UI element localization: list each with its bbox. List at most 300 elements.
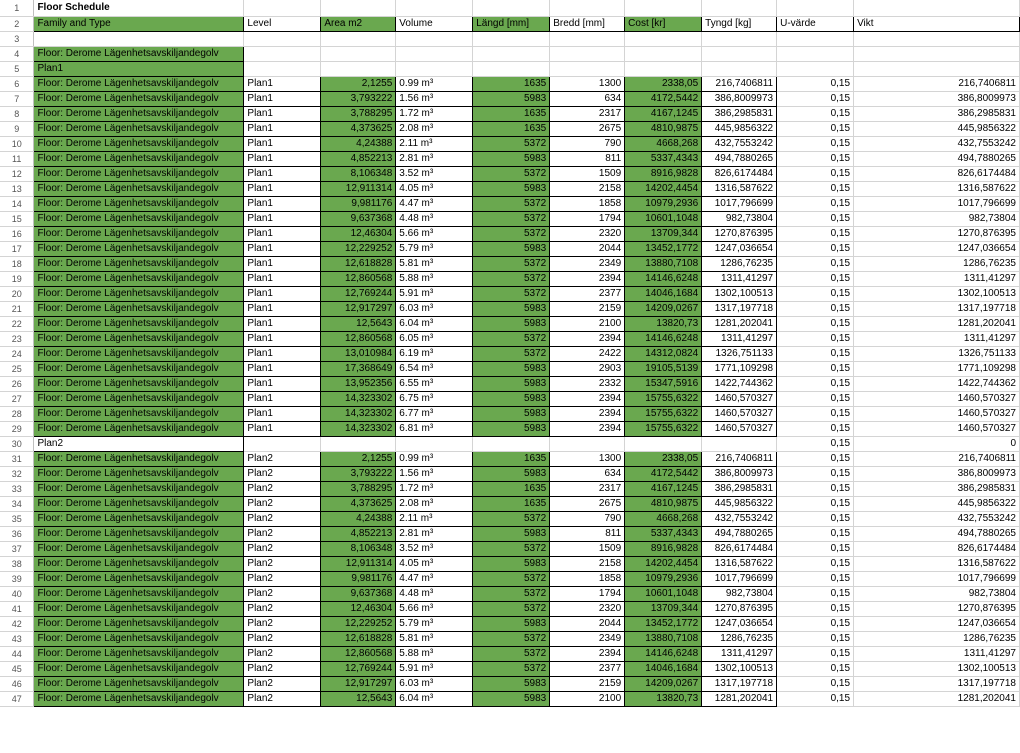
length-cell[interactable]: 5372 <box>473 511 550 526</box>
u-value-cell[interactable]: 0,15 <box>777 151 854 166</box>
cost-cell[interactable]: 19105,5139 <box>625 361 702 376</box>
vikt-cell[interactable]: 1311,41297 <box>854 646 1020 661</box>
level-cell[interactable]: Plan2 <box>244 571 321 586</box>
u-value-cell[interactable]: 0,15 <box>777 616 854 631</box>
family-type-cell[interactable]: Floor: Derome Lägenhetsavskiljandegolv <box>34 541 244 556</box>
vikt-cell[interactable]: 432,7553242 <box>854 136 1020 151</box>
volume-cell[interactable]: 6.81 m³ <box>396 421 473 436</box>
width-cell[interactable]: 1794 <box>550 586 625 601</box>
column-header[interactable]: Cost [kr] <box>625 16 702 31</box>
family-type-cell[interactable]: Floor: Derome Lägenhetsavskiljandegolv <box>34 196 244 211</box>
area-cell[interactable]: 8,106348 <box>321 166 396 181</box>
family-type-cell[interactable]: Floor: Derome Lägenhetsavskiljandegolv <box>34 361 244 376</box>
area-cell[interactable]: 9,637368 <box>321 586 396 601</box>
u-value-cell[interactable]: 0,15 <box>777 481 854 496</box>
weight-cell[interactable]: 1302,100513 <box>702 286 777 301</box>
area-cell[interactable]: 12,5643 <box>321 316 396 331</box>
cell[interactable] <box>625 31 702 46</box>
vikt-cell[interactable]: 1460,570327 <box>854 421 1020 436</box>
level-cell[interactable]: Plan1 <box>244 166 321 181</box>
cell[interactable] <box>702 0 777 16</box>
vikt-cell[interactable]: 982,73804 <box>854 211 1020 226</box>
vikt-cell[interactable]: 1460,570327 <box>854 406 1020 421</box>
volume-cell[interactable]: 6.05 m³ <box>396 331 473 346</box>
length-cell[interactable]: 5372 <box>473 601 550 616</box>
column-header[interactable]: U-värde <box>777 16 854 31</box>
vikt-cell[interactable]: 216,7406811 <box>854 76 1020 91</box>
area-cell[interactable]: 13,952356 <box>321 376 396 391</box>
cell[interactable] <box>702 46 777 61</box>
cost-cell[interactable]: 13452,1772 <box>625 241 702 256</box>
cell[interactable] <box>396 0 473 16</box>
weight-cell[interactable]: 1311,41297 <box>702 646 777 661</box>
u-value-cell[interactable]: 0,15 <box>777 556 854 571</box>
cell[interactable] <box>321 0 396 16</box>
width-cell[interactable]: 2377 <box>550 661 625 676</box>
volume-cell[interactable]: 5.79 m³ <box>396 616 473 631</box>
weight-cell[interactable]: 982,73804 <box>702 211 777 226</box>
cost-cell[interactable]: 10601,1048 <box>625 211 702 226</box>
volume-cell[interactable]: 3.52 m³ <box>396 541 473 556</box>
cost-cell[interactable]: 2338,05 <box>625 451 702 466</box>
vikt-cell[interactable]: 1326,751133 <box>854 346 1020 361</box>
u-value-cell[interactable]: 0,15 <box>777 136 854 151</box>
family-type-cell[interactable]: Floor: Derome Lägenhetsavskiljandegolv <box>34 676 244 691</box>
volume-cell[interactable]: 4.05 m³ <box>396 181 473 196</box>
volume-cell[interactable]: 1.56 m³ <box>396 466 473 481</box>
level-cell[interactable]: Plan2 <box>244 511 321 526</box>
level-cell[interactable]: Plan2 <box>244 601 321 616</box>
cell[interactable] <box>396 61 473 76</box>
level-cell[interactable]: Plan1 <box>244 196 321 211</box>
length-cell[interactable]: 5983 <box>473 361 550 376</box>
cell[interactable] <box>702 31 777 46</box>
vikt-cell[interactable]: 1270,876395 <box>854 226 1020 241</box>
cell[interactable] <box>625 61 702 76</box>
weight-cell[interactable]: 1270,876395 <box>702 226 777 241</box>
vikt-cell[interactable]: 1317,197718 <box>854 301 1020 316</box>
vikt-cell[interactable]: 1270,876395 <box>854 601 1020 616</box>
cell[interactable] <box>473 46 550 61</box>
volume-cell[interactable]: 6.04 m³ <box>396 316 473 331</box>
vikt-cell[interactable]: 386,8009973 <box>854 91 1020 106</box>
u-value-cell[interactable]: 0,15 <box>777 226 854 241</box>
cost-cell[interactable]: 13709,344 <box>625 601 702 616</box>
area-cell[interactable]: 12,860568 <box>321 331 396 346</box>
width-cell[interactable]: 2349 <box>550 631 625 646</box>
family-type-cell[interactable]: Floor: Derome Lägenhetsavskiljandegolv <box>34 136 244 151</box>
area-cell[interactable]: 3,793222 <box>321 466 396 481</box>
vikt-cell[interactable]: 494,7880265 <box>854 526 1020 541</box>
vikt-cell[interactable]: 1311,41297 <box>854 331 1020 346</box>
length-cell[interactable]: 5372 <box>473 196 550 211</box>
width-cell[interactable]: 2377 <box>550 286 625 301</box>
cell[interactable] <box>854 61 1020 76</box>
weight-cell[interactable]: 1326,751133 <box>702 346 777 361</box>
level-cell[interactable]: Plan1 <box>244 316 321 331</box>
cost-cell[interactable]: 13880,7108 <box>625 631 702 646</box>
length-cell[interactable]: 5372 <box>473 541 550 556</box>
area-cell[interactable]: 2,1255 <box>321 76 396 91</box>
group-header[interactable]: Plan1 <box>34 61 244 76</box>
volume-cell[interactable]: 2.11 m³ <box>396 136 473 151</box>
cell[interactable] <box>625 436 702 451</box>
length-cell[interactable]: 5983 <box>473 676 550 691</box>
area-cell[interactable]: 8,106348 <box>321 541 396 556</box>
volume-cell[interactable]: 6.54 m³ <box>396 361 473 376</box>
vikt-cell[interactable]: 1422,744362 <box>854 376 1020 391</box>
vikt-cell[interactable]: 826,6174484 <box>854 541 1020 556</box>
area-cell[interactable]: 9,981176 <box>321 571 396 586</box>
width-cell[interactable]: 2394 <box>550 646 625 661</box>
cell[interactable] <box>473 31 550 46</box>
vikt-cell[interactable]: 826,6174484 <box>854 166 1020 181</box>
cell[interactable] <box>777 46 854 61</box>
area-cell[interactable]: 12,911314 <box>321 181 396 196</box>
u-value-cell[interactable]: 0,15 <box>777 466 854 481</box>
family-type-cell[interactable]: Floor: Derome Lägenhetsavskiljandegolv <box>34 616 244 631</box>
area-cell[interactable]: 14,323302 <box>321 391 396 406</box>
cost-cell[interactable]: 15755,6322 <box>625 421 702 436</box>
volume-cell[interactable]: 2.11 m³ <box>396 511 473 526</box>
u-value-cell[interactable]: 0,15 <box>777 496 854 511</box>
length-cell[interactable]: 5372 <box>473 586 550 601</box>
u-value-cell[interactable]: 0,15 <box>777 421 854 436</box>
volume-cell[interactable]: 0.99 m³ <box>396 76 473 91</box>
weight-cell[interactable]: 386,2985831 <box>702 106 777 121</box>
family-type-cell[interactable]: Floor: Derome Lägenhetsavskiljandegolv <box>34 496 244 511</box>
cell[interactable] <box>244 61 321 76</box>
cell[interactable] <box>550 0 625 16</box>
width-cell[interactable]: 1509 <box>550 166 625 181</box>
level-cell[interactable]: Plan1 <box>244 181 321 196</box>
cost-cell[interactable]: 4668,268 <box>625 136 702 151</box>
cost-cell[interactable]: 14046,1684 <box>625 661 702 676</box>
u-value-cell[interactable]: 0,15 <box>777 661 854 676</box>
level-cell[interactable]: Plan2 <box>244 541 321 556</box>
weight-cell[interactable]: 1311,41297 <box>702 331 777 346</box>
cell[interactable] <box>244 436 321 451</box>
family-type-cell[interactable]: Floor: Derome Lägenhetsavskiljandegolv <box>34 211 244 226</box>
family-type-cell[interactable]: Floor: Derome Lägenhetsavskiljandegolv <box>34 376 244 391</box>
volume-cell[interactable]: 1.56 m³ <box>396 91 473 106</box>
cost-cell[interactable]: 14209,0267 <box>625 301 702 316</box>
cell[interactable] <box>321 46 396 61</box>
u-value-cell[interactable]: 0,15 <box>777 586 854 601</box>
area-cell[interactable]: 17,368649 <box>321 361 396 376</box>
level-cell[interactable]: Plan2 <box>244 496 321 511</box>
vikt-cell[interactable]: 494,7880265 <box>854 151 1020 166</box>
volume-cell[interactable]: 0.99 m³ <box>396 451 473 466</box>
weight-cell[interactable]: 1247,036654 <box>702 616 777 631</box>
volume-cell[interactable]: 5.81 m³ <box>396 256 473 271</box>
volume-cell[interactable]: 4.48 m³ <box>396 586 473 601</box>
length-cell[interactable]: 5372 <box>473 256 550 271</box>
cell[interactable] <box>34 31 244 46</box>
u-value-cell[interactable]: 0,15 <box>777 691 854 706</box>
width-cell[interactable]: 2100 <box>550 691 625 706</box>
family-header[interactable]: Floor: Derome Lägenhetsavskiljandegolv <box>34 46 244 61</box>
level-cell[interactable]: Plan2 <box>244 466 321 481</box>
area-cell[interactable]: 12,860568 <box>321 271 396 286</box>
family-type-cell[interactable]: Floor: Derome Lägenhetsavskiljandegolv <box>34 331 244 346</box>
family-type-cell[interactable]: Floor: Derome Lägenhetsavskiljandegolv <box>34 661 244 676</box>
vikt-cell[interactable]: 1771,109298 <box>854 361 1020 376</box>
cost-cell[interactable]: 13820,73 <box>625 316 702 331</box>
width-cell[interactable]: 811 <box>550 526 625 541</box>
weight-cell[interactable]: 1460,570327 <box>702 421 777 436</box>
width-cell[interactable]: 2675 <box>550 496 625 511</box>
family-type-cell[interactable]: Floor: Derome Lägenhetsavskiljandegolv <box>34 481 244 496</box>
width-cell[interactable]: 2158 <box>550 556 625 571</box>
weight-cell[interactable]: 432,7553242 <box>702 136 777 151</box>
vikt-cell[interactable]: 982,73804 <box>854 586 1020 601</box>
width-cell[interactable]: 2394 <box>550 421 625 436</box>
cell[interactable] <box>473 0 550 16</box>
cell[interactable] <box>550 436 625 451</box>
cost-cell[interactable]: 10979,2936 <box>625 571 702 586</box>
cell[interactable] <box>702 436 777 451</box>
cost-cell[interactable]: 8916,9828 <box>625 166 702 181</box>
area-cell[interactable]: 2,1255 <box>321 451 396 466</box>
cell[interactable] <box>854 0 1020 16</box>
vikt-cell[interactable]: 216,7406811 <box>854 451 1020 466</box>
length-cell[interactable]: 5983 <box>473 556 550 571</box>
area-cell[interactable]: 4,852213 <box>321 526 396 541</box>
cost-cell[interactable]: 14146,6248 <box>625 271 702 286</box>
cost-cell[interactable]: 4668,268 <box>625 511 702 526</box>
length-cell[interactable]: 1635 <box>473 121 550 136</box>
family-type-cell[interactable]: Floor: Derome Lägenhetsavskiljandegolv <box>34 526 244 541</box>
weight-cell[interactable]: 1247,036654 <box>702 241 777 256</box>
width-cell[interactable]: 2349 <box>550 256 625 271</box>
length-cell[interactable]: 5983 <box>473 241 550 256</box>
cell[interactable] <box>550 61 625 76</box>
vikt-cell[interactable]: 1017,796699 <box>854 196 1020 211</box>
u-value-cell[interactable]: 0,15 <box>777 361 854 376</box>
level-cell[interactable]: Plan2 <box>244 616 321 631</box>
family-type-cell[interactable]: Floor: Derome Lägenhetsavskiljandegolv <box>34 421 244 436</box>
level-cell[interactable]: Plan1 <box>244 346 321 361</box>
vikt-cell[interactable]: 386,2985831 <box>854 106 1020 121</box>
family-type-cell[interactable]: Floor: Derome Lägenhetsavskiljandegolv <box>34 406 244 421</box>
u-value-cell[interactable]: 0,15 <box>777 406 854 421</box>
width-cell[interactable]: 1300 <box>550 451 625 466</box>
cell[interactable] <box>777 0 854 16</box>
area-cell[interactable]: 14,323302 <box>321 421 396 436</box>
area-cell[interactable]: 14,323302 <box>321 406 396 421</box>
vikt-cell[interactable]: 445,9856322 <box>854 496 1020 511</box>
level-cell[interactable]: Plan2 <box>244 661 321 676</box>
u-value-cell[interactable]: 0,15 <box>777 91 854 106</box>
width-cell[interactable]: 2394 <box>550 271 625 286</box>
area-cell[interactable]: 12,46304 <box>321 226 396 241</box>
width-cell[interactable]: 2394 <box>550 406 625 421</box>
width-cell[interactable]: 2044 <box>550 241 625 256</box>
u-value-cell[interactable]: 0,15 <box>777 346 854 361</box>
vikt-cell[interactable]: 1302,100513 <box>854 286 1020 301</box>
level-cell[interactable]: Plan2 <box>244 451 321 466</box>
weight-cell[interactable]: 386,2985831 <box>702 481 777 496</box>
u-value-cell[interactable]: 0,15 <box>777 541 854 556</box>
level-cell[interactable]: Plan1 <box>244 301 321 316</box>
family-type-cell[interactable]: Floor: Derome Lägenhetsavskiljandegolv <box>34 106 244 121</box>
sheet-title[interactable]: Floor Schedule <box>34 0 244 16</box>
family-type-cell[interactable]: Floor: Derome Lägenhetsavskiljandegolv <box>34 646 244 661</box>
level-cell[interactable]: Plan2 <box>244 631 321 646</box>
level-cell[interactable]: Plan2 <box>244 526 321 541</box>
weight-cell[interactable]: 1017,796699 <box>702 196 777 211</box>
area-cell[interactable]: 4,852213 <box>321 151 396 166</box>
length-cell[interactable]: 5372 <box>473 661 550 676</box>
length-cell[interactable]: 5983 <box>473 301 550 316</box>
area-cell[interactable]: 12,917297 <box>321 301 396 316</box>
family-type-cell[interactable]: Floor: Derome Lägenhetsavskiljandegolv <box>34 631 244 646</box>
family-type-cell[interactable]: Floor: Derome Lägenhetsavskiljandegolv <box>34 511 244 526</box>
width-cell[interactable]: 2317 <box>550 481 625 496</box>
cost-cell[interactable]: 10601,1048 <box>625 586 702 601</box>
vikt-cell[interactable]: 1316,587622 <box>854 556 1020 571</box>
width-cell[interactable]: 790 <box>550 136 625 151</box>
area-cell[interactable]: 4,24388 <box>321 136 396 151</box>
cell[interactable] <box>550 46 625 61</box>
volume-cell[interactable]: 2.81 m³ <box>396 526 473 541</box>
area-cell[interactable]: 12,917297 <box>321 676 396 691</box>
family-type-cell[interactable]: Floor: Derome Lägenhetsavskiljandegolv <box>34 346 244 361</box>
length-cell[interactable]: 5983 <box>473 181 550 196</box>
level-cell[interactable]: Plan1 <box>244 76 321 91</box>
cost-cell[interactable]: 10979,2936 <box>625 196 702 211</box>
level-cell[interactable]: Plan2 <box>244 481 321 496</box>
u-value-cell[interactable]: 0,15 <box>777 181 854 196</box>
cost-cell[interactable]: 4810,9875 <box>625 121 702 136</box>
u-value-cell[interactable]: 0,15 <box>777 601 854 616</box>
cost-cell[interactable]: 14146,6248 <box>625 331 702 346</box>
u-value-cell[interactable]: 0,15 <box>777 391 854 406</box>
weight-cell[interactable]: 432,7553242 <box>702 511 777 526</box>
column-header[interactable]: Family and Type <box>34 16 244 31</box>
width-cell[interactable]: 1509 <box>550 541 625 556</box>
length-cell[interactable]: 1635 <box>473 106 550 121</box>
length-cell[interactable]: 5983 <box>473 691 550 706</box>
area-cell[interactable]: 3,788295 <box>321 106 396 121</box>
length-cell[interactable]: 5372 <box>473 271 550 286</box>
cell[interactable] <box>321 436 396 451</box>
length-cell[interactable]: 5372 <box>473 136 550 151</box>
cost-cell[interactable]: 5337,4343 <box>625 151 702 166</box>
cell[interactable] <box>777 31 854 46</box>
vikt-cell[interactable]: 1316,587622 <box>854 181 1020 196</box>
length-cell[interactable]: 1635 <box>473 481 550 496</box>
family-type-cell[interactable]: Floor: Derome Lägenhetsavskiljandegolv <box>34 91 244 106</box>
weight-cell[interactable]: 826,6174484 <box>702 541 777 556</box>
length-cell[interactable]: 5983 <box>473 406 550 421</box>
length-cell[interactable]: 5983 <box>473 316 550 331</box>
weight-cell[interactable]: 1286,76235 <box>702 256 777 271</box>
level-cell[interactable]: Plan1 <box>244 241 321 256</box>
width-cell[interactable]: 1794 <box>550 211 625 226</box>
family-type-cell[interactable]: Floor: Derome Lägenhetsavskiljandegolv <box>34 151 244 166</box>
volume-cell[interactable]: 4.05 m³ <box>396 556 473 571</box>
column-header[interactable]: Vikt <box>854 16 1020 31</box>
level-cell[interactable]: Plan1 <box>244 361 321 376</box>
level-cell[interactable]: Plan1 <box>244 151 321 166</box>
weight-cell[interactable]: 216,7406811 <box>702 76 777 91</box>
u-value-cell[interactable]: 0,15 <box>777 211 854 226</box>
u-value-cell[interactable]: 0,15 <box>777 316 854 331</box>
length-cell[interactable]: 1635 <box>473 76 550 91</box>
level-cell[interactable]: Plan1 <box>244 406 321 421</box>
u-value-cell[interactable]: 0,15 <box>777 631 854 646</box>
volume-cell[interactable]: 5.91 m³ <box>396 661 473 676</box>
length-cell[interactable]: 5983 <box>473 466 550 481</box>
width-cell[interactable]: 1858 <box>550 571 625 586</box>
cell[interactable] <box>625 46 702 61</box>
level-cell[interactable]: Plan1 <box>244 391 321 406</box>
vikt-cell[interactable]: 1317,197718 <box>854 676 1020 691</box>
area-cell[interactable]: 12,618828 <box>321 256 396 271</box>
cell[interactable] <box>777 61 854 76</box>
width-cell[interactable]: 811 <box>550 151 625 166</box>
cost-cell[interactable]: 4810,9875 <box>625 496 702 511</box>
area-cell[interactable]: 4,373625 <box>321 121 396 136</box>
width-cell[interactable]: 2675 <box>550 121 625 136</box>
u-value-cell[interactable]: 0,15 <box>777 121 854 136</box>
cell[interactable] <box>702 61 777 76</box>
u-value-cell[interactable]: 0,15 <box>777 646 854 661</box>
family-type-cell[interactable]: Floor: Derome Lägenhetsavskiljandegolv <box>34 601 244 616</box>
volume-cell[interactable]: 5.79 m³ <box>396 241 473 256</box>
length-cell[interactable]: 5983 <box>473 616 550 631</box>
length-cell[interactable]: 5983 <box>473 151 550 166</box>
length-cell[interactable]: 5983 <box>473 376 550 391</box>
length-cell[interactable]: 5372 <box>473 631 550 646</box>
level-cell[interactable]: Plan2 <box>244 586 321 601</box>
cost-cell[interactable]: 14209,0267 <box>625 676 702 691</box>
cell[interactable] <box>244 46 321 61</box>
width-cell[interactable]: 2422 <box>550 346 625 361</box>
u-value-cell[interactable]: 0,15 <box>777 526 854 541</box>
length-cell[interactable]: 5983 <box>473 421 550 436</box>
length-cell[interactable]: 5372 <box>473 226 550 241</box>
length-cell[interactable]: 5983 <box>473 91 550 106</box>
column-header[interactable]: Volume <box>396 16 473 31</box>
u-value-cell[interactable]: 0,15 <box>777 571 854 586</box>
volume-cell[interactable]: 5.66 m³ <box>396 601 473 616</box>
width-cell[interactable]: 2394 <box>550 331 625 346</box>
cost-cell[interactable]: 4167,1245 <box>625 481 702 496</box>
cell[interactable] <box>854 46 1020 61</box>
vikt-cell[interactable]: 1017,796699 <box>854 571 1020 586</box>
volume-cell[interactable]: 4.47 m³ <box>396 571 473 586</box>
weight-cell[interactable]: 1311,41297 <box>702 271 777 286</box>
weight-cell[interactable]: 1281,202041 <box>702 691 777 706</box>
u-value-cell[interactable]: 0,15 <box>777 256 854 271</box>
column-header[interactable]: Tyngd [kg] <box>702 16 777 31</box>
family-type-cell[interactable]: Floor: Derome Lägenhetsavskiljandegolv <box>34 286 244 301</box>
weight-cell[interactable]: 386,8009973 <box>702 91 777 106</box>
weight-cell[interactable]: 1302,100513 <box>702 661 777 676</box>
area-cell[interactable]: 12,229252 <box>321 241 396 256</box>
cell[interactable] <box>321 61 396 76</box>
weight-cell[interactable]: 1316,587622 <box>702 181 777 196</box>
area-cell[interactable]: 12,46304 <box>321 601 396 616</box>
volume-cell[interactable]: 6.55 m³ <box>396 376 473 391</box>
volume-cell[interactable]: 2.08 m³ <box>396 496 473 511</box>
volume-cell[interactable]: 5.66 m³ <box>396 226 473 241</box>
weight-cell[interactable]: 1316,587622 <box>702 556 777 571</box>
level-cell[interactable]: Plan1 <box>244 331 321 346</box>
